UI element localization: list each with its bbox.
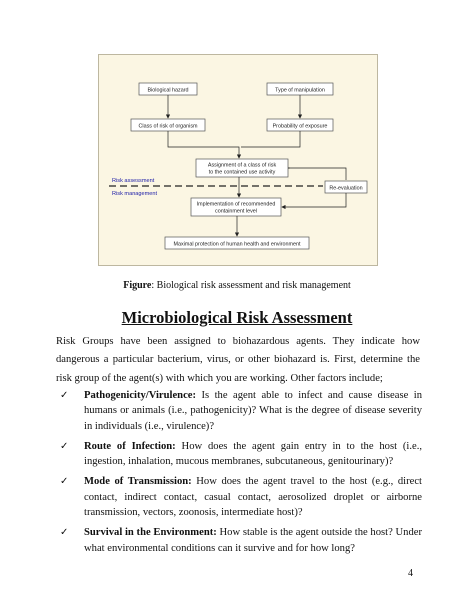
factor-text: How stable is the agent outside the host? Under what environmental conditions can it survive and for how long? xyxy=(84,527,422,554)
factor-term: Route of Infection: xyxy=(84,440,176,452)
node-class-of-risk-label: Class of risk of organism xyxy=(138,123,198,130)
node-assignment-label-1: Assignment of a class of risk xyxy=(207,162,277,169)
node-re-evaluation-label: Re-evaluation xyxy=(329,185,363,192)
factor-item xyxy=(56,525,422,556)
factor-text: Is the agent able to infect and cause disease in humans or animals (i.e., pathogenicity)? What is the degree of disease severity in individuals (i.e., virulence)? xyxy=(84,390,422,432)
figure-caption-text: : Biological risk assessment and risk management xyxy=(151,280,351,291)
factor-term: Mode of Transmission: xyxy=(84,476,192,488)
factor-item xyxy=(56,439,422,470)
node-biological-hazard-label: Biological hazard xyxy=(147,87,189,94)
node-maximal-protection-label: Maximal protection of human health and environment xyxy=(173,241,301,248)
figure-caption xyxy=(0,280,474,291)
flowchart-svg xyxy=(99,55,377,265)
factor-list xyxy=(56,388,422,561)
factor-term: Pathogenicity/Virulence: xyxy=(84,390,196,401)
node-implementation-label-1: Implementation of recommended xyxy=(196,201,276,208)
section-title: Microbiological Risk Assessment xyxy=(121,308,353,327)
node-type-of-manipulation-label: Type of manipulation xyxy=(275,87,325,94)
flowchart-figure xyxy=(98,54,378,266)
node-assignment-label-2: to the contained use activity xyxy=(208,169,276,176)
factor-item xyxy=(56,474,422,520)
risk-assessment-label: Risk assessment xyxy=(112,178,155,184)
page-number: 4 xyxy=(408,568,413,579)
node-implementation-label-2: containment level xyxy=(215,208,257,215)
factor-text: How does the agent travel to the host (e.g., direct contact, indirect contact, casual contact, aerosolized droplet or airborne transmission, vectors, zoonosis, intermediate host)? xyxy=(84,476,422,519)
checkmark-icon: ✓ xyxy=(60,440,69,452)
node-probability-of-exposure-label: Probability of exposure xyxy=(272,123,328,130)
intro-paragraph: Risk Groups have been assigned to biohazardous agents. They indicate how dangerous a particular bacterium, virus, or other biohazard is. First, determine the risk group of the agent(s) with which you are working. Other factors include; xyxy=(56,336,420,384)
factor-term: Survival in the Environment: xyxy=(84,527,217,539)
factor-item xyxy=(56,388,422,434)
checkmark-icon: ✓ xyxy=(60,390,69,401)
factor-text: How does the agent gain entry in to the host (i.e., ingestion, inhalation, mucous membranes, subcutaneous, genitourinary)? xyxy=(84,440,422,468)
checkmark-icon: ✓ xyxy=(60,476,69,488)
figure-caption-label: Figure xyxy=(123,280,152,291)
risk-management-label: Risk management xyxy=(112,191,158,197)
checkmark-icon: ✓ xyxy=(60,527,69,539)
